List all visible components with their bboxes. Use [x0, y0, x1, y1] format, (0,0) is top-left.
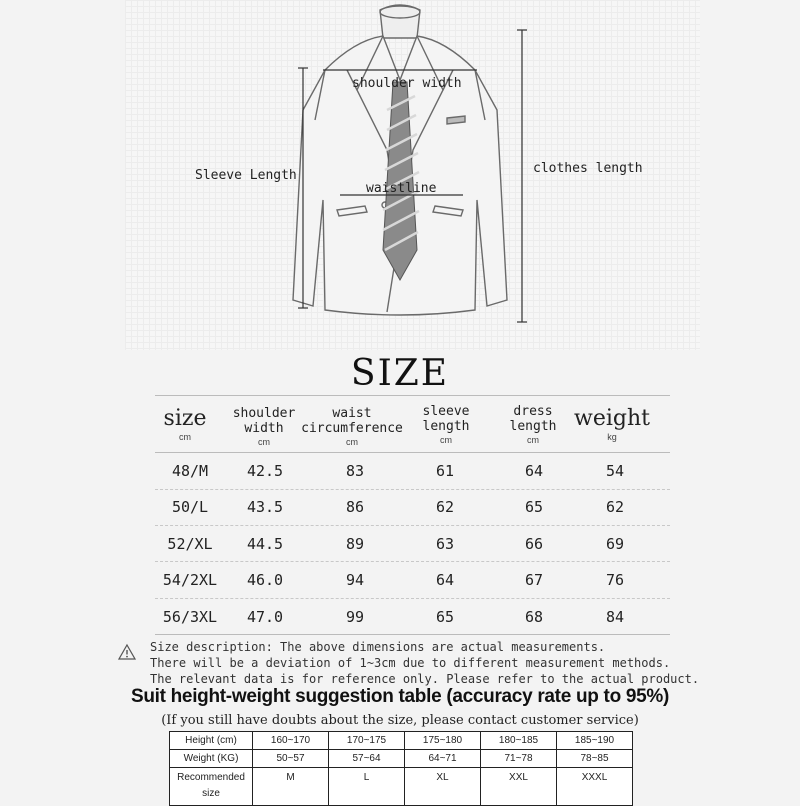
divider [155, 489, 670, 491]
size-cell: XL [405, 768, 481, 806]
weight-cell: 78~85 [557, 750, 633, 768]
cell-size: 54/2XL [162, 571, 218, 589]
row-label-height: Height (cm) [170, 732, 253, 750]
table-row [170, 732, 633, 750]
cell-size: 48/M [171, 462, 209, 480]
size-cell: XXXL [557, 768, 633, 806]
suggestion-subtitle: (If you still have doubts about the size, please contact customer service) [161, 713, 639, 728]
divider [155, 452, 670, 453]
header-waist-circumference: waist circumference cm [301, 406, 403, 447]
divider [155, 561, 670, 563]
header-shoulder-width: shoulder width cm [232, 406, 296, 447]
weight-cell: 64~71 [405, 750, 481, 768]
cell-sleeve: 63 [435, 535, 455, 553]
cell-weight: 84 [605, 608, 625, 626]
size-note-2: There will be a deviation of 1~3cm due to different measurement methods. [150, 656, 671, 670]
size-note-1: Size description: The above dimensions are actual measurements. [150, 640, 606, 654]
header-weight: weight kg [574, 406, 650, 442]
cell-waist: 89 [345, 535, 365, 553]
cell-weight: 62 [605, 498, 625, 516]
cell-weight: 54 [605, 462, 625, 480]
cell-waist: 99 [345, 608, 365, 626]
size-chart-title: SIZE [350, 353, 450, 394]
shoulder-width-label: shoulder width [352, 76, 462, 91]
height-cell: 180~185 [481, 732, 557, 750]
cell-size: 52/XL [167, 535, 213, 553]
size-cell: XXL [481, 768, 557, 806]
divider [155, 525, 670, 527]
height-cell: 160~170 [253, 732, 329, 750]
header-size: size cm [163, 406, 207, 442]
size-note-3: The relevant data is for reference only. Please refer to the actual product. [150, 672, 700, 686]
divider [155, 634, 670, 635]
cell-sleeve: 61 [435, 462, 455, 480]
cell-dress: 67 [524, 571, 544, 589]
cell-waist: 94 [345, 571, 365, 589]
header-sleeve-length: sleeve length cm [422, 404, 470, 445]
cell-dress: 68 [524, 608, 544, 626]
cell-dress: 66 [524, 535, 544, 553]
sleeve-length-label: Sleeve Length [195, 168, 297, 183]
height-cell: 170~175 [329, 732, 405, 750]
cell-weight: 76 [605, 571, 625, 589]
height-weight-table [169, 731, 633, 806]
cell-sleeve: 62 [435, 498, 455, 516]
waistline-label: waistline [366, 181, 437, 196]
cell-weight: 69 [605, 535, 625, 553]
cell-waist: 83 [345, 462, 365, 480]
table-row [170, 750, 633, 768]
row-label-recommended-size: Recommended size [170, 768, 253, 806]
warning-icon [118, 643, 136, 661]
weight-cell: 57~64 [329, 750, 405, 768]
cell-sleeve: 64 [435, 571, 455, 589]
header-dress-length: dress length cm [509, 404, 557, 445]
height-cell: 185~190 [557, 732, 633, 750]
clothes-length-label: clothes length [533, 161, 643, 176]
divider [155, 395, 670, 396]
weight-cell: 71~78 [481, 750, 557, 768]
cell-shoulder: 43.5 [246, 498, 284, 516]
cell-dress: 65 [524, 498, 544, 516]
cell-sleeve: 65 [435, 608, 455, 626]
size-cell: L [329, 768, 405, 806]
cell-size: 56/3XL [162, 608, 218, 626]
height-cell: 175~180 [405, 732, 481, 750]
cell-shoulder: 46.0 [246, 571, 284, 589]
cell-waist: 86 [345, 498, 365, 516]
cell-dress: 64 [524, 462, 544, 480]
divider [155, 598, 670, 600]
suggestion-title: Suit height-weight suggestion table (accuracy rate up to 95%) [130, 686, 670, 707]
cell-size: 50/L [171, 498, 209, 516]
size-cell: M [253, 768, 329, 806]
cell-shoulder: 42.5 [246, 462, 284, 480]
cell-shoulder: 44.5 [246, 535, 284, 553]
cell-shoulder: 47.0 [246, 608, 284, 626]
row-label-weight: Weight (KG) [170, 750, 253, 768]
weight-cell: 50~57 [253, 750, 329, 768]
